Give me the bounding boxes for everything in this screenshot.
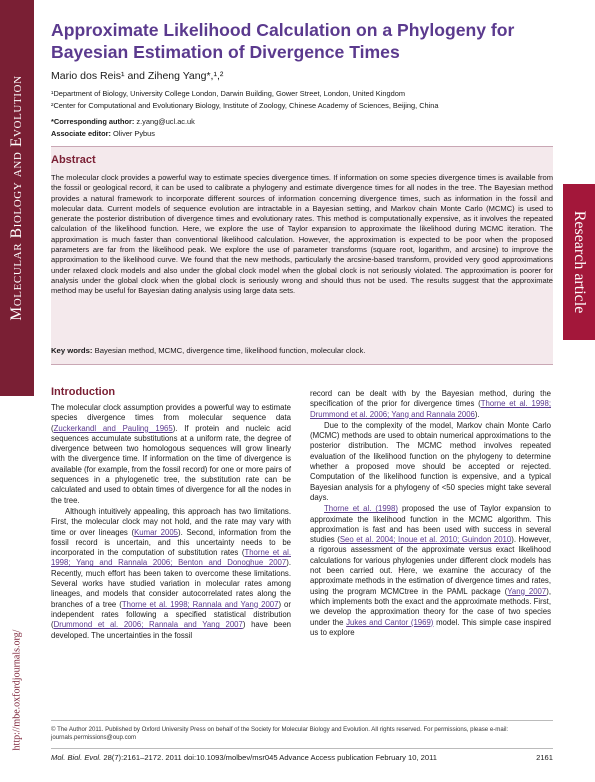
citation-info: 28(7):2161–2172. 2011 doi:10.1093/molbev/msr045 Advance Access publication February 10, 2011 bbox=[103, 753, 438, 762]
copyright-notice: © The Author 2011. Published by Oxford University Press on behalf of the Society for Molecular Biology and Evolution. All rights reserved. For permissions, please e-mail: journals.permissions@oup.com bbox=[51, 726, 509, 742]
article-type-label: Research article bbox=[571, 210, 588, 314]
paragraph: record can be dealt with by the Bayesian method, during the specification of the prior for divergence times (Thorne et al. 1998; Drummond et al. 2006; Yang and Rannala 2006). bbox=[310, 389, 551, 419]
corresponding-author bbox=[51, 117, 195, 126]
author-list: Mario dos Reis¹ and Ziheng Yang*,¹,² bbox=[51, 70, 224, 82]
associate-editor bbox=[51, 129, 155, 138]
keywords bbox=[51, 346, 365, 355]
corresponding-label: *Corresponding author: bbox=[51, 117, 135, 126]
body-column-right bbox=[310, 389, 551, 639]
article-type-tab bbox=[563, 184, 595, 340]
citation-link[interactable]: Drummond et al. 2006; Rannala and Yang 2007 bbox=[53, 620, 243, 630]
citation-link[interactable]: Seo et al. 2004; Inoue et al. 2010; Guindon 2010 bbox=[339, 535, 512, 545]
keywords-list: Bayesian method, MCMC, divergence time, likelihood function, molecular clock. bbox=[94, 346, 366, 355]
introduction-heading: Introduction bbox=[51, 386, 116, 398]
journal-spine bbox=[0, 0, 34, 782]
citation-link[interactable]: Kumar 2005 bbox=[134, 527, 179, 537]
corresponding-email-link[interactable]: z.yang@ucl.ac.uk bbox=[136, 117, 195, 126]
paragraph: Thorne et al. (1998) proposed the use of Taylor expansion to approximate the likelihood function in the MCMC algorithm. This approximation is fast and has been used with success in several studies (Seo et al. 2004; Inoue et al. 2010; Guindon 2010). However, a rigorous assessment of the approximate versus exact likelihood calculations for various phylogenies under different clock models has not been carried out. Here, we examine the accuracy of the approximate methods in the estimation of divergence times and rates, using the program MCMCtree in the PAML package (Yang 2007), which implements both the exact and the approximate methods. First, we develop the approximation theory for the case of two species under the Jukes and Cantor (1969) model. This simple case inspired us to explore bbox=[310, 504, 552, 637]
citation-link[interactable]: Thorne et al. 1998; Yang and Rannala 2006; Benton and Donoghue 2007 bbox=[51, 548, 291, 568]
page-footer bbox=[51, 753, 553, 762]
copyright-rule bbox=[51, 720, 553, 721]
article-title: Approximate Likelihood Calculation on a Phylogeny for Bayesian Estimation of Divergence Times bbox=[51, 20, 515, 62]
paragraph: Due to the complexity of the model, Markov chain Monte Carlo (MCMC) methods are used to obtain numerical approximations to the posterior distribution. The MCMC method involves repeated evaluation of the likelihood function on the phylogeny to determine whether a proposed move should be accepted or rejected. Computation of the likelihood function is expensive, and a typical Bayesian analysis for a phylogeny of <50 species might take several days. bbox=[310, 420, 551, 502]
abstract-bottom-rule bbox=[51, 364, 553, 365]
journal-url-link[interactable]: http://mbe.oxfordjournals.org/ bbox=[11, 629, 23, 751]
footer-rule bbox=[51, 748, 553, 749]
spine-banner bbox=[0, 0, 34, 396]
journal-name: Molecular Biology and Evolution bbox=[8, 75, 25, 321]
citation-link[interactable]: Thorne et al. 1998; Rannala and Yang 2007 bbox=[121, 599, 279, 609]
affiliation-2: ²Center for Computational and Evolutionary Biology, Institute of Zoology, Chinese Academy of Sciences, Beijing, China bbox=[51, 101, 439, 110]
page-number: 2161 bbox=[536, 753, 553, 762]
citation-link[interactable]: Yang 2007 bbox=[507, 586, 547, 596]
abstract-heading: Abstract bbox=[51, 154, 96, 166]
editor-name: Oliver Pybus bbox=[113, 129, 155, 138]
body-column-left bbox=[51, 403, 291, 642]
editor-label: Associate editor: bbox=[51, 129, 111, 138]
abstract-text: The molecular clock provides a powerful way to estimate species divergence times. If information on some species divergence times is available from the fossil or geological record, it can be used to calibrate a phylogeny and estimate divergence times for all nodes in the tree. The Bayesian method provides a natural framework to incorporate different sources of information concerning divergence times, such as information in the fossil and molecular data. Current models of sequence evolution are intractable in a Bayesian setting, and Markov chain Monte Carlo (MCMC) is used to generate the posterior distribution of divergence times and evolutionary rates. This method is computationally expensive, as it involves the repeated calculation of the likelihood function. Here, we explore the use of Taylor expansion to approximate the likelihood during MCMC iteration. The approximation is much faster than conventional likelihood calculation. However, the approximation is expected to be poor when the proposed parameters are far from the likelihood peak. We explore the use of parameter transforms (square root, logarithm, and arcsine) to improve the approximation to the likelihood curve. We found that the new methods, particularly the arcsine-based transform, provided very good approximations under relaxed clock models and also under the global clock model when the global clock is not seriously violated. The approximation is poorer for analysis under the global clock when the global clock is seriously wrong and should thus not be used. The results suggest that the approximate method may be useful for Bayesian dating analysis using large data sets. bbox=[51, 173, 553, 296]
citation-link[interactable]: Zuckerkandl and Pauling 1965 bbox=[53, 423, 173, 433]
citation-link[interactable]: Thorne et al. (1998) bbox=[324, 504, 398, 514]
citation-link[interactable]: Thorne et al. 1998; Drummond et al. 2006; Yang and Rannala 2006 bbox=[310, 399, 551, 419]
abstract-top-rule bbox=[51, 146, 553, 147]
keywords-label: Key words: bbox=[51, 346, 93, 355]
citation-link[interactable]: Jukes and Cantor (1969) bbox=[346, 617, 434, 627]
paragraph: Although intuitively appealing, this approach has two limitations. First, the molecular clock may not hold, and the rate may vary with time or over lineages (Kumar 2005). Second, information from the fossil record is uncertain, and this uncertainty needs to be incorporated in the computation of substitution rates (Thorne et al. 1998; Yang and Rannala 2006; Benton and Donoghue 2007). Recently, much effort has been taken to overcome these limitations. Several works have studied variation in molecular rates among lineages, and models that consider autocorrelated rates along the branches of a tree (Thorne et al. 1998; Rannala and Yang 2007) or independent rates following a specified statistical distribution (Drummond et al. 2006; Rannala and Yang 2007) have been developed. The uncertainties in the fossil bbox=[51, 506, 291, 640]
journal-abbrev: Mol. Biol. Evol. bbox=[51, 753, 102, 762]
affiliation-1: ¹Department of Biology, University College London, Darwin Building, Gower Street, London, United Kingdom bbox=[51, 89, 405, 98]
paragraph: The molecular clock assumption provides a powerful way to estimate species divergence times from molecular sequence data (Zuckerkandl and Pauling 1965). If protein and nucleic acid sequences accumulate substitutions at a uniform rate, the degree of divergence between two homologous sequences will grow linearly with the divergence time. If information on the time of divergence is available (for example, from the fossil record) for one or more pairs of sequences in a phylogenetic tree, the substitution rate can be calculated and used to obtain times of divergence for all the nodes in the tree. bbox=[51, 403, 291, 505]
